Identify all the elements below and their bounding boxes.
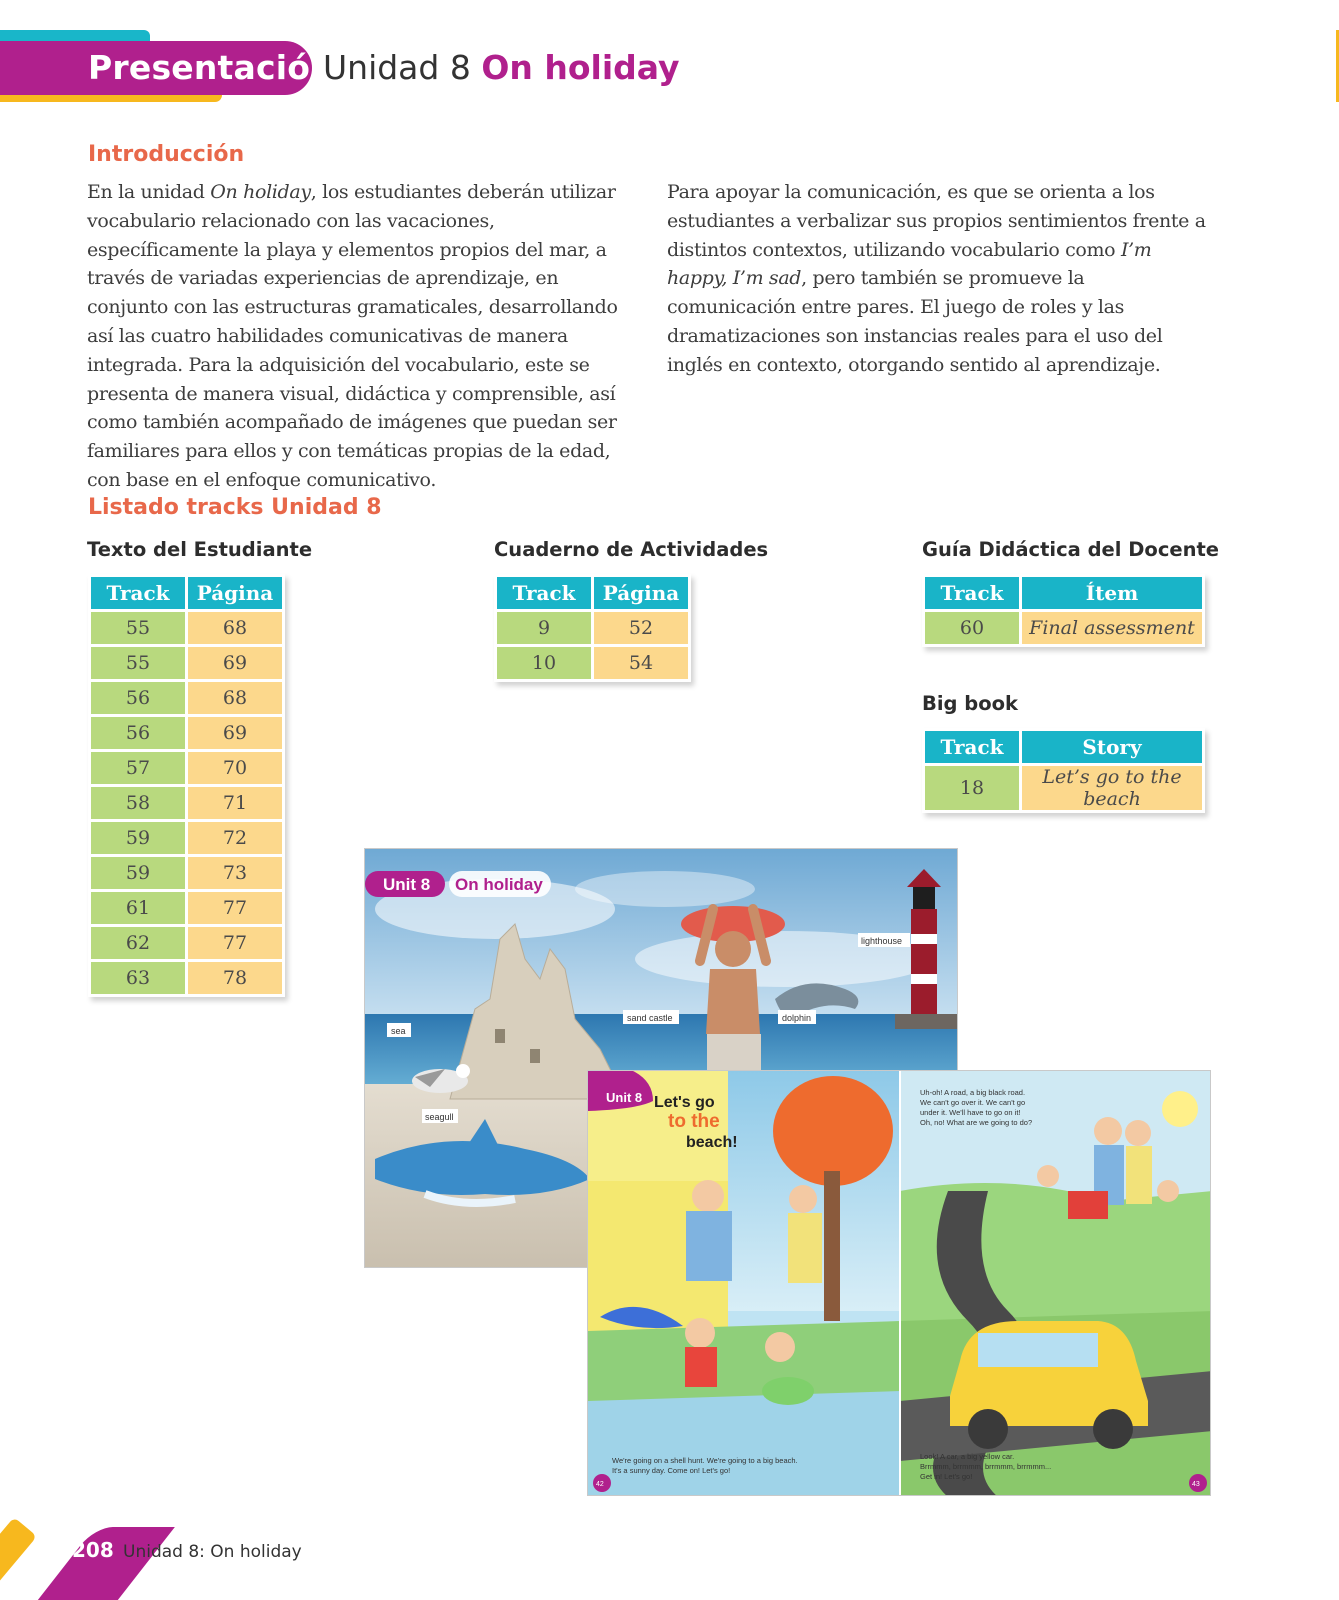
value-cell: 68 bbox=[188, 682, 282, 714]
label-sea: sea bbox=[391, 1026, 406, 1036]
big-book-scene bbox=[588, 1071, 1211, 1496]
value-cell: 52 bbox=[594, 612, 688, 644]
teacher-guide-title: Guía Didáctica del Docente bbox=[922, 538, 1220, 561]
value-cell: 70 bbox=[188, 752, 282, 784]
book-title-line3: beach! bbox=[686, 1134, 738, 1151]
track-cell: 55 bbox=[91, 612, 185, 644]
table-row bbox=[91, 717, 282, 749]
track-cell: 18 bbox=[925, 766, 1019, 810]
book-title-line1: Let's go bbox=[654, 1094, 715, 1111]
book-right-bottom-3: Get in! Let's go! bbox=[920, 1472, 973, 1481]
intro-p1-italic: On holiday bbox=[210, 181, 311, 203]
table-row bbox=[91, 962, 282, 994]
track-cell: 58 bbox=[91, 787, 185, 819]
track-cell: 10 bbox=[497, 647, 591, 679]
table-row bbox=[91, 787, 282, 819]
track-cell: 61 bbox=[91, 892, 185, 924]
table-row bbox=[91, 647, 282, 679]
book-page-right: 43 bbox=[1192, 1481, 1200, 1488]
value-cell: 77 bbox=[188, 927, 282, 959]
book-left-text-2: It's a sunny day. Come on! Let's go! bbox=[612, 1466, 731, 1475]
big-book-title: Big book bbox=[922, 692, 1019, 715]
value-cell: 77 bbox=[188, 892, 282, 924]
book-page-left: 42 bbox=[596, 1481, 604, 1488]
workbook-table bbox=[494, 574, 691, 682]
intro-paragraph-2 bbox=[667, 178, 1212, 380]
track-cell: 59 bbox=[91, 857, 185, 889]
student-header-1: Página bbox=[188, 577, 282, 609]
track-cell: 59 bbox=[91, 822, 185, 854]
teacher-header-1: Ítem bbox=[1022, 577, 1202, 609]
track-cell: 9 bbox=[497, 612, 591, 644]
teacher-guide-table bbox=[922, 574, 1205, 647]
label-sand-castle: sand castle bbox=[627, 1013, 673, 1023]
bigbook-header-0: Track bbox=[925, 731, 1019, 763]
intro-p1-end: , los estudiantes deberán utilizar vocabulario relacionado con las vacaciones, específicamente la playa y elementos propios del mar, a través de variadas experiencias de aprendizaje, en conjunto con las estructuras gramaticales, desarrollando así las cuatro habilidades comunicativas de manera integrada. Para la adquisición del vocabulario, este se presenta de manera visual, didáctica y comprensible, así como también acompañado de imágenes que puedan ser familiares para ellos y con temáticas propias de la edad, con base en el enfoque comunicativo. bbox=[87, 181, 618, 491]
book-right-bottom-2: Brrmmm, brrmmm, brrmmm, brrmmm... bbox=[920, 1462, 1052, 1471]
header-unit-title bbox=[323, 42, 680, 94]
table-row bbox=[91, 927, 282, 959]
label-lighthouse: lighthouse bbox=[861, 936, 903, 946]
table-row bbox=[497, 647, 688, 679]
tracks-title: Listado tracks Unidad 8 bbox=[88, 495, 382, 520]
big-book-spread-image bbox=[587, 1070, 1211, 1496]
header-section-tag: Presentación bbox=[88, 48, 334, 87]
track-cell: 56 bbox=[91, 717, 185, 749]
header-unit-name: On holiday bbox=[481, 48, 680, 87]
value-cell: 69 bbox=[188, 717, 282, 749]
table-row bbox=[91, 822, 282, 854]
table-row bbox=[91, 682, 282, 714]
value-cell: 54 bbox=[594, 647, 688, 679]
table-row bbox=[91, 612, 282, 644]
workbook-header-0: Track bbox=[497, 577, 591, 609]
value-cell: 71 bbox=[188, 787, 282, 819]
beach-unit-badge: Unit 8 bbox=[383, 875, 431, 894]
value-cell: 78 bbox=[188, 962, 282, 994]
track-cell: 63 bbox=[91, 962, 185, 994]
teacher-header-0: Track bbox=[925, 577, 1019, 609]
big-book-table bbox=[922, 728, 1205, 813]
table-row bbox=[925, 612, 1202, 644]
book-right-top-2: We can't go over it. We can't go bbox=[920, 1098, 1026, 1107]
footer-unit-label: Unidad 8: On holiday bbox=[123, 1542, 302, 1562]
track-cell: 57 bbox=[91, 752, 185, 784]
track-cell: 62 bbox=[91, 927, 185, 959]
student-book-table bbox=[88, 574, 285, 997]
header-unit-number: Unidad 8 bbox=[323, 48, 471, 87]
student-header-0: Track bbox=[91, 577, 185, 609]
bigbook-header-1: Story bbox=[1022, 731, 1202, 763]
table-row bbox=[925, 766, 1202, 810]
table-row bbox=[91, 857, 282, 889]
intro-title: Introducción bbox=[88, 142, 245, 167]
table-row bbox=[91, 752, 282, 784]
book-right-bottom-1: Look! A car, a big yellow car. bbox=[920, 1452, 1015, 1461]
book-title-line2: to the bbox=[668, 1111, 720, 1132]
value-cell: 72 bbox=[188, 822, 282, 854]
intro-paragraph-1 bbox=[87, 178, 632, 495]
student-book-title: Texto del Estudiante bbox=[87, 538, 313, 561]
track-cell: 55 bbox=[91, 647, 185, 679]
value-cell: 68 bbox=[188, 612, 282, 644]
book-unit-badge: Unit 8 bbox=[606, 1090, 643, 1105]
book-right-top-3: under it. We'll have to go on it! bbox=[920, 1108, 1021, 1117]
track-cell: 60 bbox=[925, 612, 1019, 644]
footer-yellow-shape bbox=[0, 1517, 37, 1590]
table-row bbox=[497, 612, 688, 644]
book-left-text-1: We're going on a shell hunt. We're going to a big beach. bbox=[612, 1456, 798, 1465]
page-number: 208 bbox=[72, 1538, 114, 1562]
label-dolphin: dolphin bbox=[782, 1013, 812, 1023]
value-cell: 69 bbox=[188, 647, 282, 679]
value-cell: Let’s go to the beach bbox=[1022, 766, 1202, 810]
intro-p2-italic: I’m happy, I’m sad bbox=[667, 238, 1152, 290]
workbook-header-1: Página bbox=[594, 577, 688, 609]
book-right-top-4: Oh, no! What are we going to do? bbox=[920, 1118, 1033, 1127]
intro-p2-end: , pero también se promueve la comunicación entre pares. El juego de roles y las dramatizaciones son instancias reales para el uso del inglés en contexto, otorgando sentido al aprendizaje. bbox=[667, 267, 1163, 376]
value-cell: Final assessment bbox=[1022, 612, 1202, 644]
beach-unit-title: On holiday bbox=[455, 875, 543, 894]
workbook-title: Cuaderno de Actividades bbox=[494, 538, 769, 561]
table-row bbox=[91, 892, 282, 924]
intro-p1-start: En la unidad bbox=[87, 181, 211, 203]
book-right-top-1: Uh-oh! A road, a big black road. bbox=[920, 1088, 1026, 1097]
label-seagull: seagull bbox=[425, 1112, 454, 1122]
track-cell: 56 bbox=[91, 682, 185, 714]
value-cell: 73 bbox=[188, 857, 282, 889]
intro-p2-start: Para apoyar la comunicación, es que se orienta a los estudiantes a verbalizar sus propios sentimientos frente a distintos contextos, utilizando vocabulario como bbox=[667, 181, 1206, 261]
